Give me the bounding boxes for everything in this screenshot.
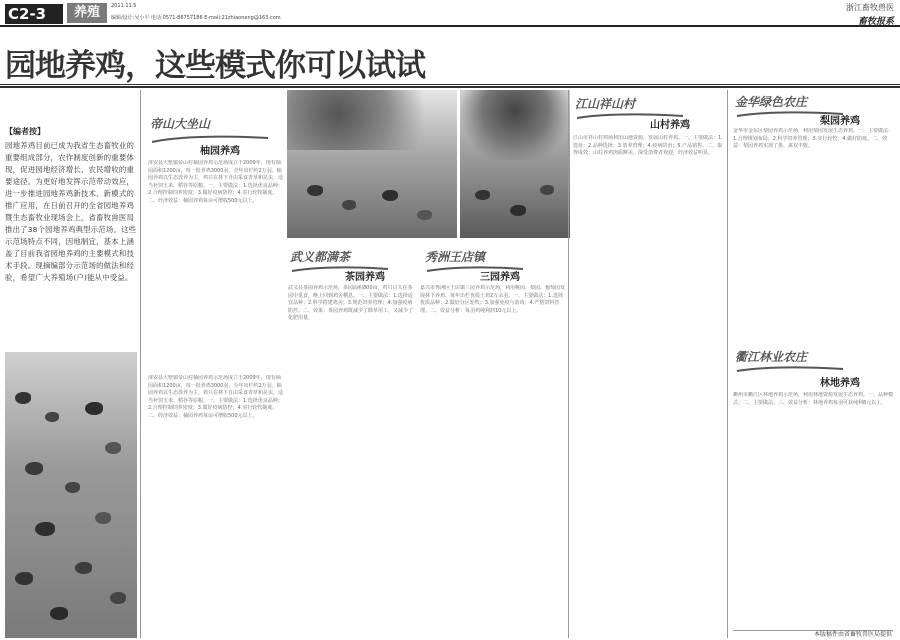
divider (0, 86, 900, 88)
paper-logo: 畜牧报系 (857, 17, 894, 27)
article-hand-title: 秀洲王店镇 (425, 250, 486, 264)
article-body: 淳安县大墅镇帝山村柚园养鸡示范场成立于2009年，现有柚园面积1200亩，每一批养鸡3000羽，全年出栏约2万羽。柚园养鸡以生态放养为主，鸡只在林下自由采食青草和昆虫，适当补饲玉米、稻谷等原粮。一、主要做法：1.选择优良品种；2.合理控制饲养密度；3.做好疫病防控；4.实行轮牧制度。二、经济效益：柚园养鸡每亩可增收500元以上。 (148, 375, 283, 419)
article-body: 金华市金东区梨园养鸡示范场，利用梨园发展生态养鸡。一、主要做法：1.合理规划布局；2.科学饲养管理；3.实行轮牧；4.做好防疫。二、效益：梨园养鸡实现了果、禽双丰收。 (733, 128, 893, 149)
column-rule (140, 90, 141, 638)
article-subtitle: 山村养鸡 (650, 120, 690, 131)
article-body: 江山市祥山村鸡场利用山地资源，发展山村养鸡。一、主要做法：1.选址；2.品种选择；3.放养管理；4.疫病防治；5.产品销售。二、取得成效：山村养鸡肉质鲜美，深受消费者欢迎，经济效益明显。 (573, 135, 723, 156)
section-code: C2-3 (5, 4, 63, 24)
page-header (0, 0, 900, 27)
article-body: 衢州市衢江区林地养鸡示范场，利用林地资源发展生态养鸡。一、品种模式；二、主要做法；三、效益分析：林地养鸡每羽可获纯利8元以上。 (733, 392, 893, 406)
editor-note-text: 园地养鸡目前已成为我省生态畜牧业的重要组成部分，农作制度创新的重要体现，促进园地经济增长、农民增收的重要途径。为更好地发挥示范带动效应，进一步推进园地养鸡新技术、新模式的推广应用，在日前召开的全省园地养鸡暨生态畜牧业现场会上，省畜牧兽医局推出了38个园地养鸡典型示范场。这些示范场特点不同，因地制宜，基本上涵盖了目前我省园地养鸡的主要模式和技术手段。现摘编部分示范场的做法和经验，希望广大养殖场(户)能从中受益。 (5, 141, 137, 282)
article-subtitle: 林地养鸡 (820, 378, 860, 389)
article-subtitle: 柚园养鸡 (200, 146, 240, 157)
article-hand-title: 武义都满茶 (290, 250, 351, 264)
column-rule (727, 90, 728, 638)
date-line: 2011.11.5 (111, 3, 137, 9)
article-hand-title: 衢江林业农庄 (735, 350, 808, 364)
article-body: 嘉兴市秀洲区王店镇三园养鸡示范场，利用桃园、梨园、葡萄园发展林下养鸡，每年出栏优质土鸡2万余羽。一、主要做法：1.选择优质品种；2.做好分区轮牧；3.加强免疫与消毒；4.严格饲料管理。二、效益分析：每羽鸡纯利润10元以上。 (420, 285, 565, 314)
divider (0, 84, 900, 85)
page-title: 园地养鸡，这些模式你可以试试 (5, 48, 425, 84)
chickens-under-trees-photo (460, 90, 570, 238)
article-subtitle: 茶园养鸡 (345, 272, 385, 283)
editor-note-tag: 【编者按】 (5, 127, 45, 136)
editor-line: 编辑/设计:吴小平 电话:0571-86757186 E-mail:21zhiaoneng@163.com (111, 15, 281, 21)
orchard-photo (287, 90, 457, 238)
article-hand-title: 金华绿色农庄 (735, 95, 808, 109)
article-body: 武义县茶园养鸡示范场，茶园面积800亩，鸡只白天在茶园中觅食，晚上回到鸡舍栖息。一、主要做法：1.选择适宜品种；2.科学搭建鸡舍；3.规范饲养管理；4.加强疫病防控。二、效果：茶园养鸡既减少了除草用工，又减少了化肥用量。 (288, 285, 413, 321)
article-subtitle: 梨园养鸡 (820, 116, 860, 127)
article-hand-title: 江山祥山村 (575, 97, 636, 111)
article-body: 淳安县大墅镇帝山村柚园养鸡示范场成立于2009年，现有柚园面积1200亩，每一批养鸡3000羽，全年出栏约2万羽。柚园养鸡以生态放养为主，鸡只在林下自由采食青草和昆虫，适当补饲玉米、稻谷等原粮。一、主要做法：1.选择优良品种；2.合理控制饲养密度；3.做好疫病防控；4.实行轮牧制度。二、经济效益：柚园养鸡每亩可增收500元以上。 (148, 160, 283, 204)
article-subtitle: 三园养鸡 (480, 272, 520, 283)
column-rule (568, 90, 569, 638)
article-hand-title: 帝山大坐山 (150, 117, 211, 131)
chicken-field-photo (5, 352, 137, 638)
paper-name: 浙江畜牧兽医 (846, 3, 894, 12)
page-footer: 本版稿件由省畜牧兽医局提供 (813, 631, 892, 638)
section-name: 养殖 (67, 3, 107, 23)
